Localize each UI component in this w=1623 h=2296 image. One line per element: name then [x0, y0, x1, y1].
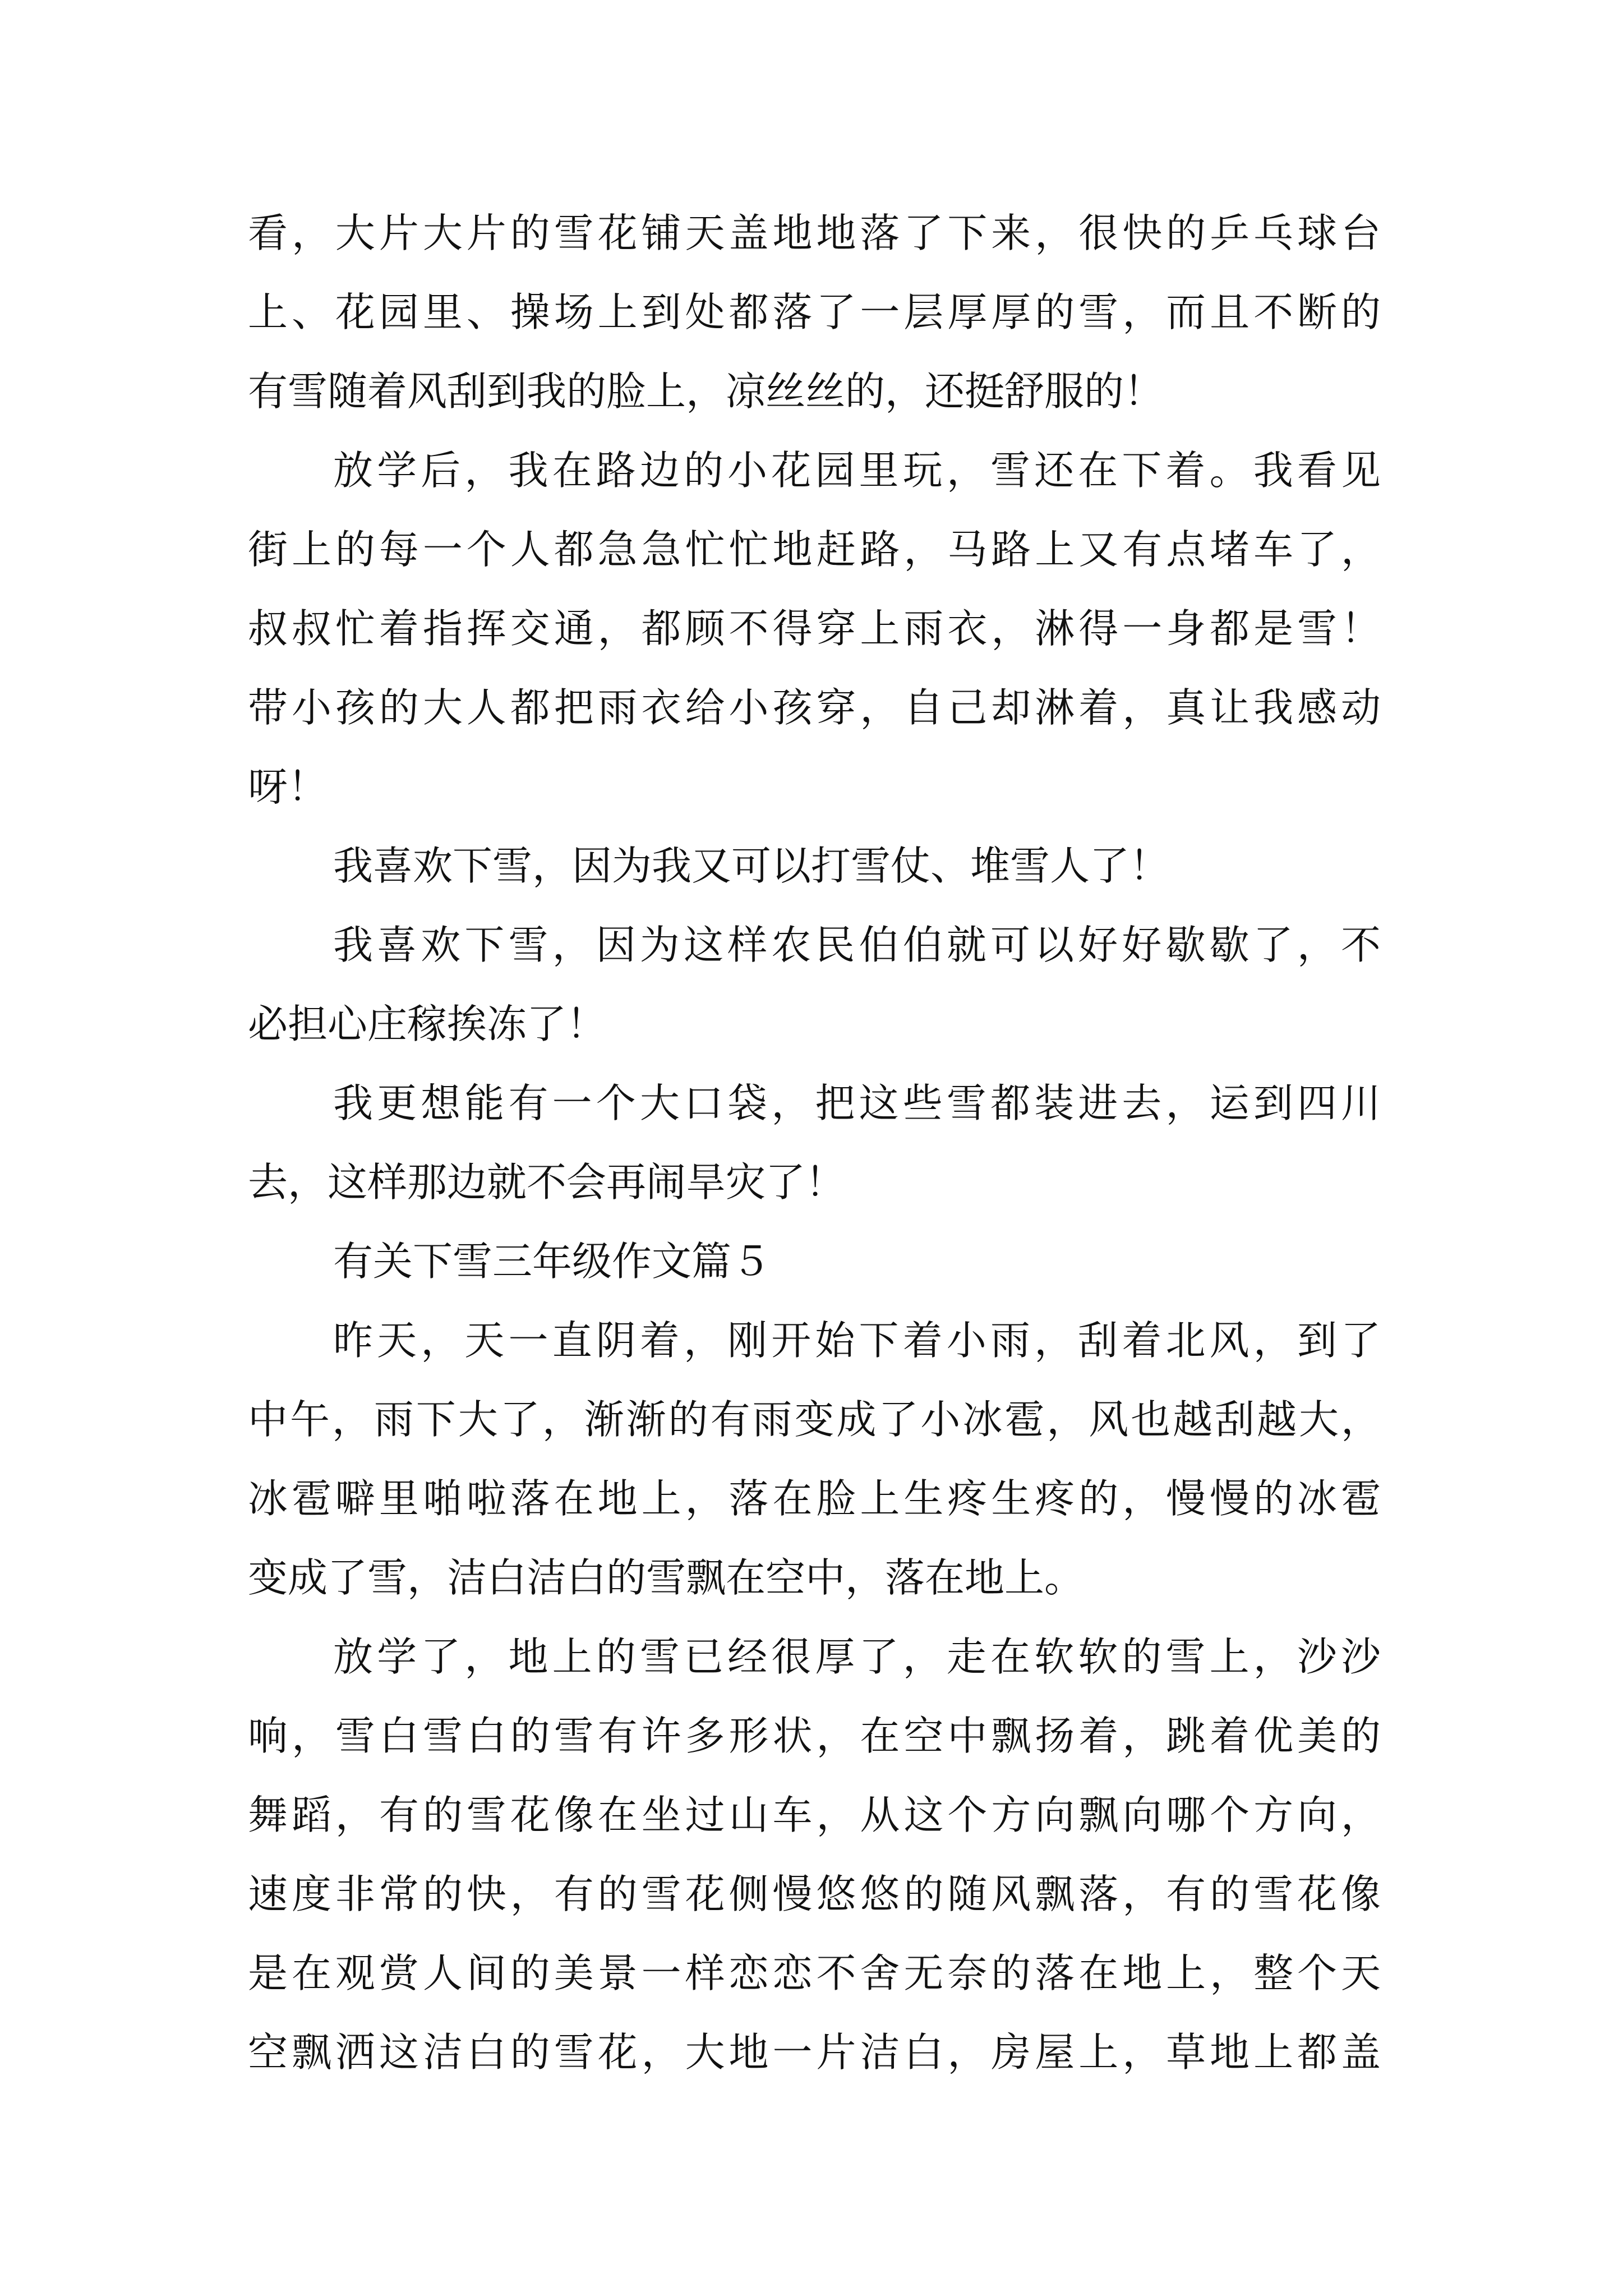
paragraph-start-line: 我喜欢下雪，因为我又可以打雪仗、堆雪人了！: [333, 843, 1170, 889]
text-line: 有雪随着风刮到我的脸上，凉丝丝的，还挺舒服的！: [248, 368, 1164, 415]
text-line: 响，雪白雪白的雪有许多形状，在空中飘扬着，跳着优美的: [248, 1713, 1381, 1759]
paragraph-start-line: 我更想能有一个大口袋，把这些雪都装进去，运到四川: [333, 1080, 1381, 1126]
text-line: 舞蹈，有的雪花像在坐过山车，从这个方向飘向哪个方向，: [248, 1792, 1381, 1838]
text-line: 街上的每一个人都急急忙忙地赶路，马路上又有点堵车了，: [248, 526, 1381, 573]
essay-text: [248, 194, 1381, 2092]
paragraph-start-line: 放学了，地上的雪已经很厚了，走在软软的雪上，沙沙: [333, 1634, 1381, 1680]
text-line: 必担心庄稼挨冻了！: [248, 1001, 607, 1047]
text-line: 叔叔忙着指挥交通，都顾不得穿上雨衣，淋得一身都是雪！: [248, 605, 1381, 652]
text-line: 中午，雨下大了，渐渐的有雨变成了小冰雹，风也越刮越大，: [248, 1396, 1381, 1443]
text-line: 变成了雪，洁白洁白的雪飘在空中，落在地上。: [248, 1554, 1085, 1601]
text-line: 上、花园里、操场上到处都落了一层厚厚的雪，而且不断的: [248, 289, 1381, 335]
text-line: 去，这样那边就不会再闹旱灾了！: [248, 1159, 846, 1205]
text-line: 空飘洒这洁白的雪花，大地一片洁白，房屋上，草地上都盖: [248, 2029, 1381, 2076]
text-line: 是在观赏人间的美景一样恋恋不舍无奈的落在地上，整个天: [248, 1950, 1381, 1996]
paragraph-start-line: 昨天，天一直阴着，刚开始下着小雨，刮着北风，到了: [333, 1317, 1381, 1364]
text-line: 冰雹噼里啪啦落在地上，落在脸上生疼生疼的，慢慢的冰雹: [248, 1475, 1381, 1522]
paragraph-start-line: 我喜欢下雪，因为这样农民伯伯就可以好好歇歇了，不: [333, 922, 1381, 968]
paragraph-start-line: 放学后，我在路边的小花园里玩，雪还在下着。我看见: [333, 447, 1381, 494]
text-line: 速度非常的快，有的雪花侧慢悠悠的随风飘落，有的雪花像: [248, 1871, 1381, 1917]
text-line: 看，大片大片的雪花铺天盖地地落了下来，很快的乒乓球台: [248, 210, 1381, 256]
text-line: 带小孩的大人都把雨衣给小孩穿，自己却淋着，真让我感动: [248, 684, 1381, 731]
section-heading: 有关下雪三年级作文篇５: [333, 1238, 772, 1285]
text-line: 呀！: [248, 763, 328, 810]
